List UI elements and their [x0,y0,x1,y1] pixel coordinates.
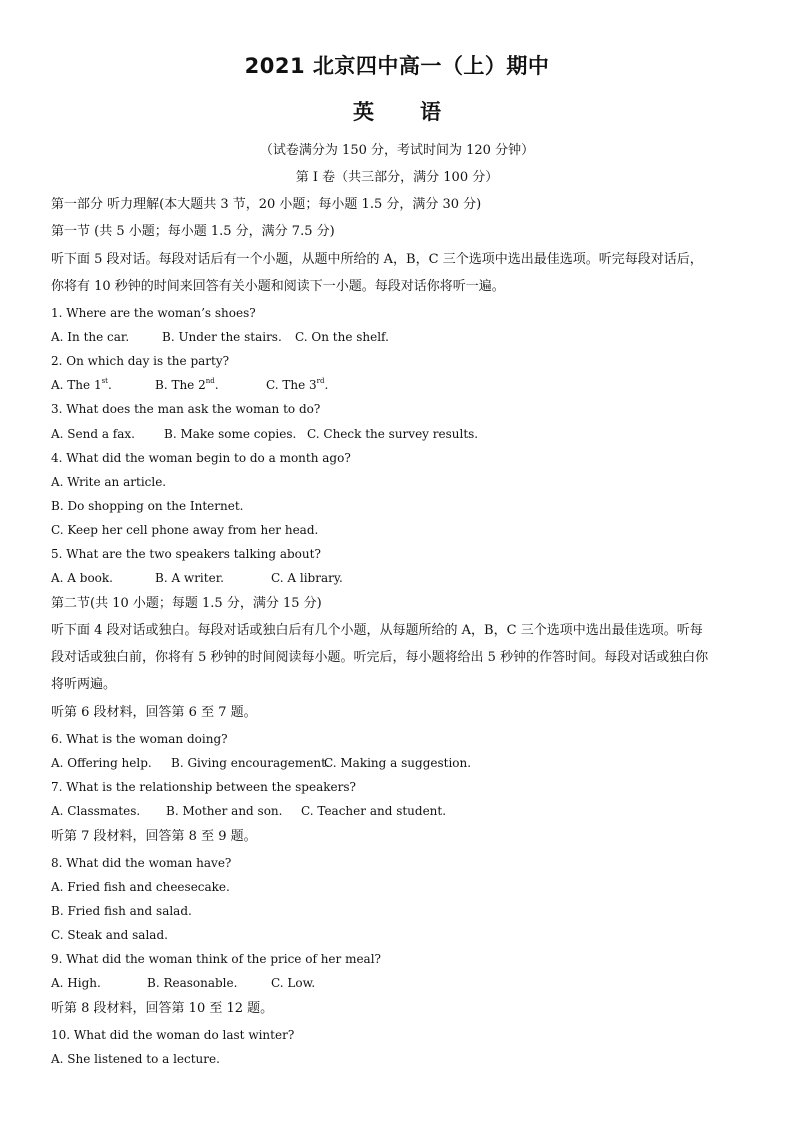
q4-option-a: A. Write an article. [51,475,167,489]
section2-instructions-line3: 将听两遍。 [51,677,117,692]
q6-option-a: A. Offering help. [51,756,152,770]
question-5: 5. What are the two speakers talking about? [51,547,321,561]
q3-option-b: B. Make some copies. [164,427,297,441]
question-8: 8. What did the woman have? [51,856,232,870]
q7-option-a: A. Classmates. [51,804,141,818]
q9-option-b: B. Reasonable. [147,976,238,990]
q5-option-a: A. A book. [51,571,113,585]
question-10: 10. What did the woman do last winter? [51,1028,295,1042]
q3-option-a: A. Send a fax. [51,427,135,441]
question-6: 6. What is the woman doing? [51,732,228,746]
section1-instructions-line1: 听下面 5 段对话。每段对话后有一个小题，从题中所给的 A，B，C 三个选项中选出最佳选项。听完每段对话后， [51,252,703,267]
question-1: 1. Where are the woman’s shoes? [51,306,256,320]
q2-option-c: C. The 3rd. [266,377,329,392]
part1-heading: 第一部分 听力理解(本大题共 3 节，20 小题；每小题 1.5 分，满分 30 分) [51,197,482,212]
volume-heading: 第 I 卷（共三部分，满分 100 分） [295,170,499,185]
exam-title: 2021 北京四中高一（上）期中 [244,54,550,78]
subject-char-2: 语 [420,100,441,124]
q4-option-b: B. Do shopping on the Internet. [51,499,244,513]
q5-option-c: C. A library. [271,571,343,585]
section2-instructions-line1: 听下面 4 段对话或独白。每段对话或独白后有几个小题，从每题所给的 A，B，C 三个选项中选出最佳选项。听每 [51,623,703,638]
q1-option-c: C. On the shelf. [295,330,389,344]
q6-option-c: C. Making a suggestion. [324,756,472,770]
q2-option-a: A. The 1st. [51,377,112,392]
q8-option-b: B. Fried fish and salad. [51,904,192,918]
q7-option-c: C. Teacher and student. [301,804,447,818]
q3-option-c: C. Check the survey results. [307,427,479,441]
subject-char-1: 英 [353,100,374,124]
section2-instructions-line2: 段对话或独白前，你将有 5 秒钟的时间阅读每小题。听完后，每小题将给出 5 秒钟的作答时间。每段对话或独白你 [51,650,709,665]
q8-option-c: C. Steak and salad. [51,928,168,942]
q6-option-b: B. Giving encouragement. [171,756,330,770]
question-4: 4. What did the woman begin to do a month ago? [51,451,351,465]
material-6-heading: 听第 6 段材料，回答第 6 至 7 题。 [51,705,257,720]
q10-option-a: A. She listened to a lecture. [51,1052,220,1066]
q1-option-a: A. In the car. [51,330,130,344]
q9-option-a: A. High. [51,976,101,990]
material-7-heading: 听第 7 段材料，回答第 8 至 9 题。 [51,829,257,844]
q4-option-c: C. Keep her cell phone away from her head. [51,523,319,537]
question-7: 7. What is the relationship between the speakers? [51,780,356,794]
subject-title [0,96,794,126]
q7-option-b: B. Mother and son. [166,804,283,818]
q9-option-c: C. Low. [271,976,316,990]
question-2: 2. On which day is the party? [51,354,230,368]
q2-option-b: B. The 2nd. [155,377,219,392]
exam-note: （试卷满分为 150 分，考试时间为 120 分钟） [259,143,535,158]
section1-heading: 第一节 (共 5 小题；每小题 1.5 分，满分 7.5 分) [51,224,335,239]
q8-option-a: A. Fried fish and cheesecake. [51,880,230,894]
section2-heading: 第二节(共 10 小题；每题 1.5 分，满分 15 分) [51,596,322,611]
q5-option-b: B. A writer. [155,571,224,585]
question-9: 9. What did the woman think of the price of her meal? [51,952,381,966]
material-8-heading: 听第 8 段材料，回答第 10 至 12 题。 [51,1001,274,1016]
question-3: 3. What does the man ask the woman to do? [51,402,321,416]
section1-instructions-line2: 你将有 10 秒钟的时间来回答有关小题和阅读下一小题。每段对话你将听一遍。 [51,279,505,294]
q1-option-b: B. Under the stairs. [162,330,282,344]
